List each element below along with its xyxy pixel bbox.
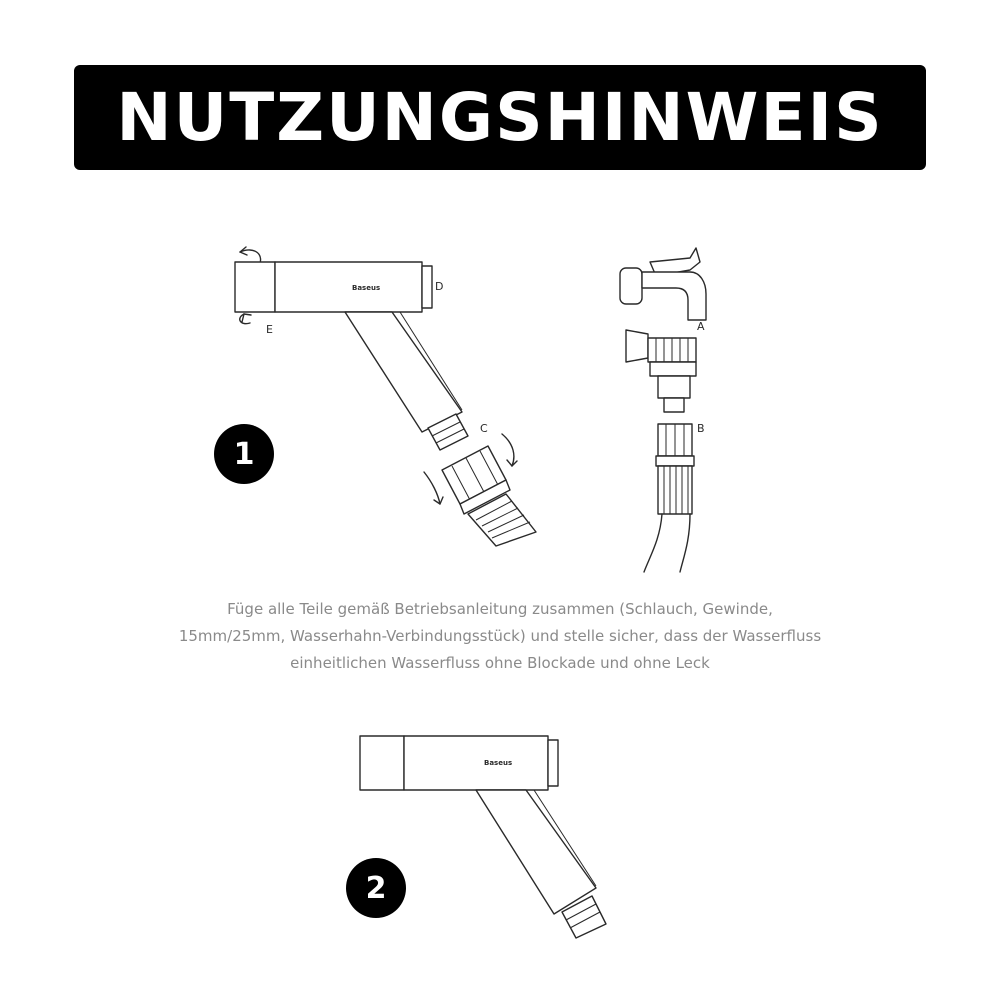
label-b: B bbox=[697, 422, 705, 435]
label-c: C bbox=[480, 422, 488, 435]
brand-logo: Baseus bbox=[484, 759, 513, 767]
label-d: D bbox=[435, 280, 444, 293]
step-2-badge: 2 bbox=[346, 858, 406, 918]
label-e: E bbox=[266, 323, 273, 336]
instruction-line: Füge alle Teile gemäß Betriebsanleitung zusammen (Schlauch, Gewinde, bbox=[227, 600, 773, 618]
brand-logo: Baseus bbox=[352, 284, 381, 292]
instruction-line: einheitlichen Wasserfluss ohne Blockade und ohne Leck bbox=[290, 654, 710, 672]
instruction-line: 15mm/25mm, Wasserhahn-Verbindungsstück) und stelle sicher, dass der Wasserfluss bbox=[178, 627, 822, 645]
step-1-badge: 1 bbox=[214, 424, 274, 484]
label-a: A bbox=[697, 320, 705, 333]
page-title: NUTZUNGSHINWEIS bbox=[116, 78, 884, 156]
